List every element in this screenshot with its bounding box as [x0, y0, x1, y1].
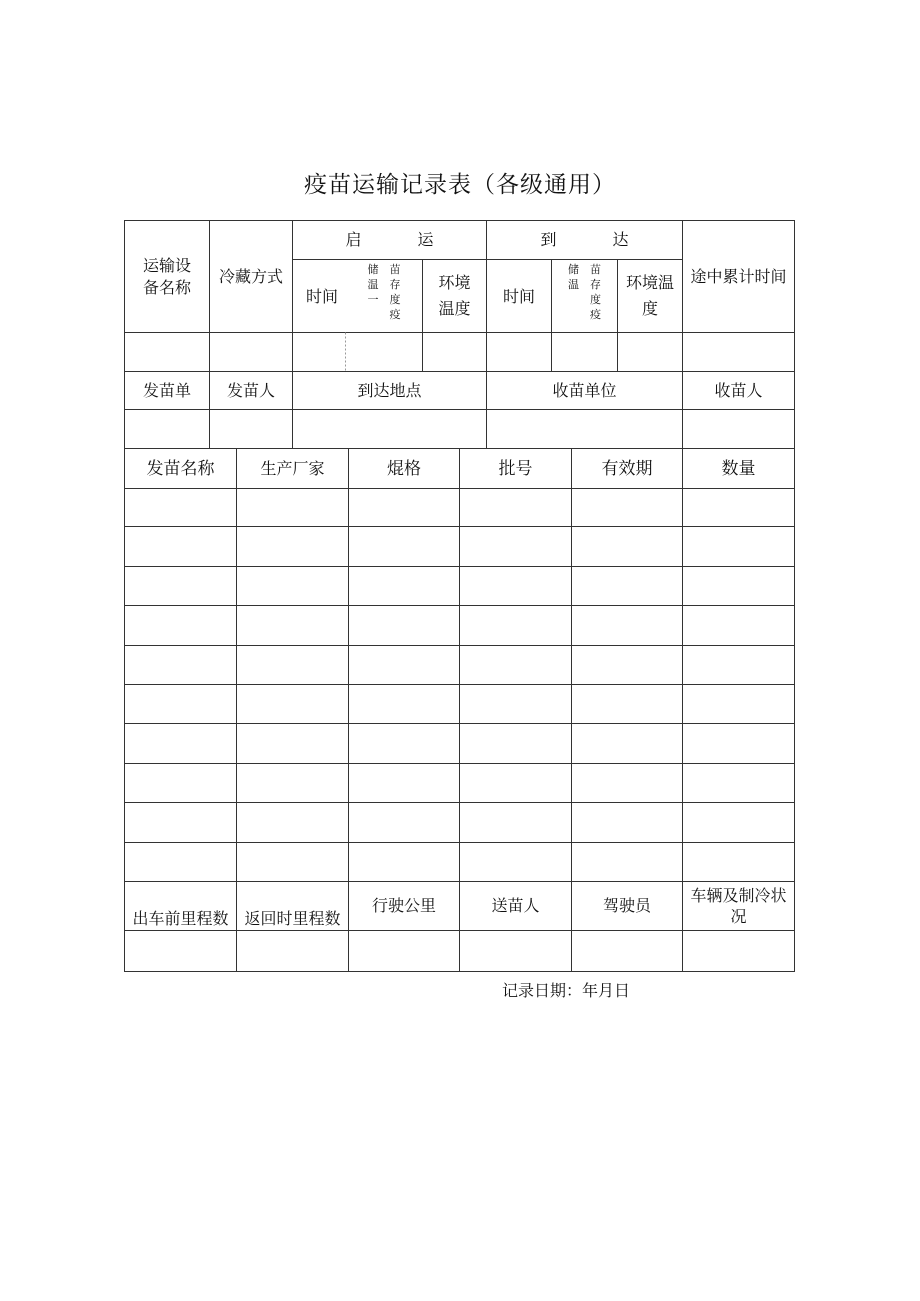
arrival-storage-temp-header	[552, 262, 617, 328]
cold-method-header: 冷藏方式	[218, 266, 283, 286]
arrival-env-temp-header	[618, 260, 682, 332]
arrival-char-a: 到	[540, 230, 557, 249]
arrival-char-b: 达	[612, 230, 629, 249]
departure-storage-col1: 储温一	[367, 263, 379, 306]
departure-header	[293, 221, 486, 259]
receiver-person-header: 收苗人	[714, 380, 763, 400]
departure-char-a: 启	[345, 230, 362, 249]
env-temp2-line1: 环境温	[625, 273, 674, 292]
arrival-header	[487, 221, 682, 259]
env-temp-line1: 环境	[438, 273, 471, 292]
driver-header: 驾驶员	[602, 896, 651, 915]
issuer-person-header: 发苗人	[226, 380, 275, 400]
equipment-name-line2: 备名称	[142, 277, 191, 297]
departure-storage-temp-header	[346, 262, 422, 328]
env-temp-line2: 温度	[438, 299, 471, 318]
delivery-person-header: 送苗人	[491, 896, 540, 915]
expiry-date-header: 有效期	[601, 458, 653, 479]
issuer-unit-header: 发苗单	[142, 380, 191, 400]
departure-storage-col2: 苗存度疫	[389, 263, 401, 321]
page-title: 疫苗运输记录表（各级通用）	[304, 172, 616, 198]
accumulated-time-header: 途中累计时间	[690, 266, 787, 286]
mileage-return-header: 返回时里程数	[244, 909, 341, 928]
equipment-name-header	[125, 221, 209, 332]
env-temp2-line2: 度	[641, 299, 658, 318]
km-driven-header: 行驶公里	[371, 896, 436, 915]
departure-time-header: 时间	[305, 287, 338, 306]
vehicle-condition-header	[683, 882, 794, 930]
arrival-storage-col2: 苗存度疫	[590, 263, 601, 321]
spec-header: 焜格	[387, 458, 421, 479]
destination-header: 到达地点	[357, 380, 422, 400]
arrival-time-header: 时间	[502, 287, 535, 306]
receiver-unit-header: 收苗单位	[552, 380, 617, 400]
vehicle-line1: 车辆及制冷状	[690, 886, 787, 905]
manufacturer-header: 生产厂家	[260, 458, 325, 478]
quantity-header: 数量	[721, 458, 756, 479]
record-date: 记录日期：年月日	[502, 981, 631, 1000]
batch-number-header: 批号	[498, 458, 533, 479]
departure-char-b: 运	[417, 230, 434, 249]
vehicle-line2: 况	[730, 907, 747, 926]
arrival-storage-col1: 储温	[568, 263, 579, 291]
departure-env-temp-header	[423, 260, 486, 332]
equipment-name-line1: 运输设	[142, 255, 191, 275]
vaccine-name-header: 发苗名称	[146, 458, 215, 479]
mileage-before-header: 出车前里程数	[132, 909, 229, 928]
